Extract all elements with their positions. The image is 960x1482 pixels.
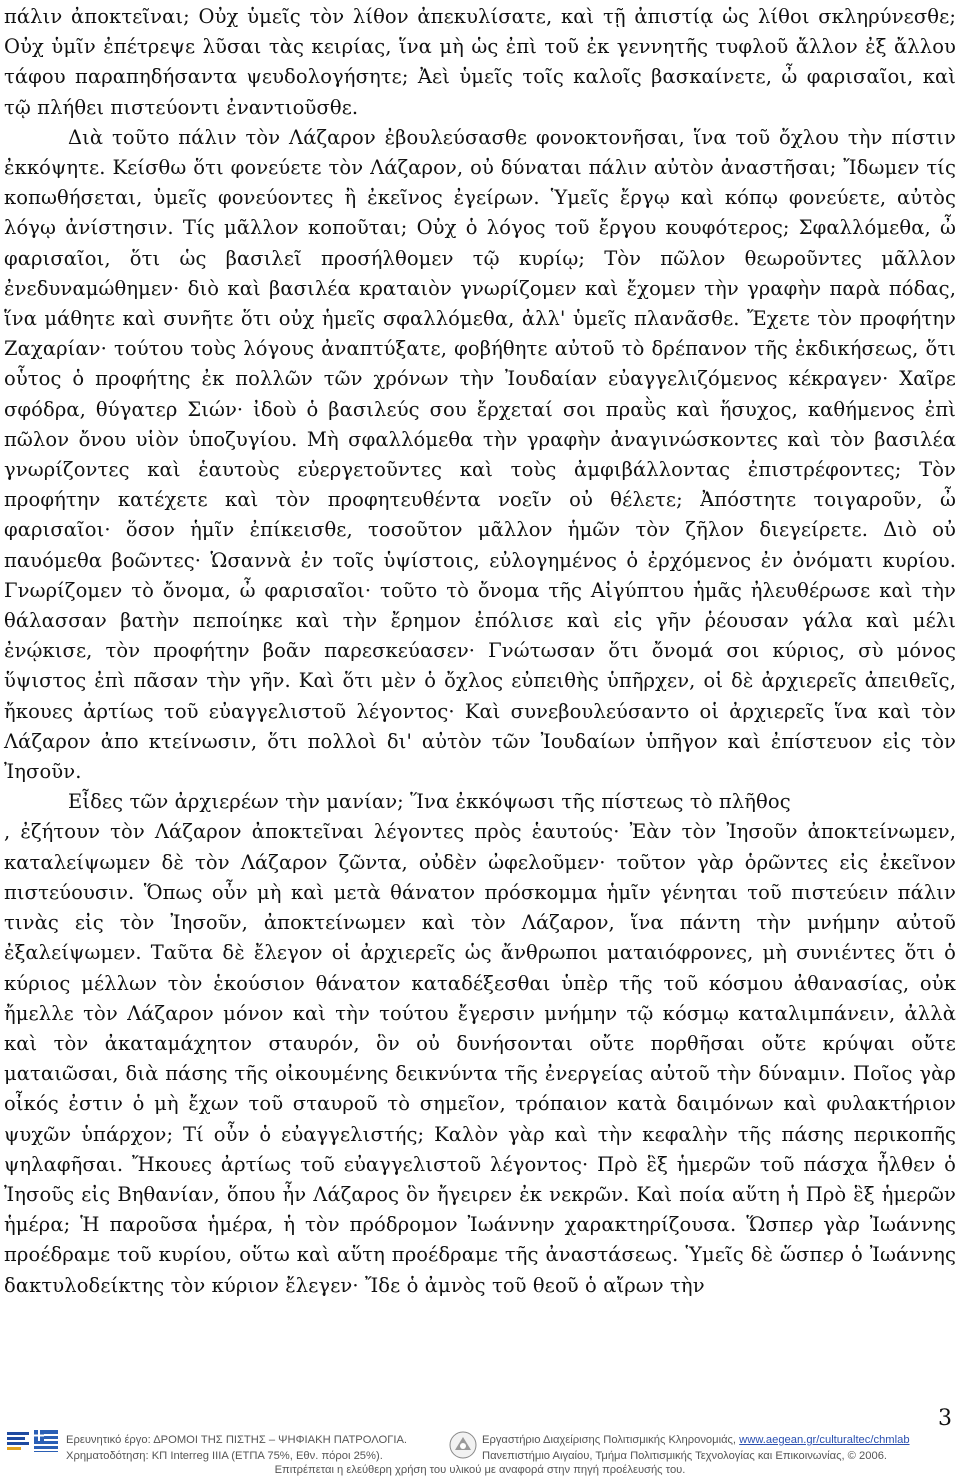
interreg-logo-icon [6, 1430, 30, 1452]
paragraph-3: Εἶδες τῶν ἀρχιερέων τὴν μανίαν; Ἵνα ἐκκόψωσι τῆς πίστεως τὸ πλῆθος [68, 790, 791, 814]
greek-flag-icon [34, 1430, 58, 1452]
usage-notice: Επιτρέπεται η ελεύθερη χρήση του υλικού με αναφορά στην πηγή προέλευσής του. [274, 1464, 686, 1476]
project-line: Ερευνητικό έργο: ΔΡΟΜΟΙ ΤΗΣ ΠΙΣΤΗΣ – ΨΗΦΙΑΚΗ ΠΑΤΡΟΛΟΓΙΑ. [66, 1434, 408, 1446]
university-line: Πανεπιστήμιο Αιγαίου, Τμήμα Πολιτισμικής Τεχνολογίας και Επικοινωνίας, © 2006. [482, 1450, 888, 1462]
lab-name: Εργαστήριο Διαχείρισης Πολιτισμικής Κληρονομιάς, [482, 1434, 740, 1446]
chmlab-logo-icon [448, 1430, 478, 1460]
page-footer [0, 1400, 960, 1482]
lab-website-link[interactable]: www.aegean.gr/culturaltec/chmlab [739, 1434, 910, 1446]
funding-credits [66, 1432, 426, 1464]
lab-credits [482, 1432, 958, 1464]
paragraph-2: Διὰ τοῦτο πάλιν τὸν Λάζαρον ἐβουλεύσασθε φονοκτονῆσαι, ἵνα τοῦ ὄχλου τὴν πίστιν ἐκκόψητε. Κείσθω ὅτι φονεύετε τὸν Λάζαρον, οὐ δύναται πάλιν αὐτὸν ἀναστῆσαι; Ἴδωμεν τίς κοπωθήσεται, ὑμεῖς φονεύοντες ἢ ἐκεῖνος ἐγείρων. Ὑμεῖς ἔργῳ καὶ κόπῳ φονεύετε, αὐτὸς λόγῳ ἀνίστησιν. Τίς μᾶλλον κοποῦται; Οὐχ ὁ λόγος τοῦ ἔργου κουφότερος; Σφαλλόμεθα, ὦ φαρισαῖοι, ὅτι ὡς βασιλεῖ προσήλθομεν τῷ κυρίῳ; Τὸν πῶλον θεωροῦντες μᾶλλον ἐνεδυναμώθημεν· διὸ καὶ βασιλέα κραταιὸν γνωρίζομεν καὶ ἔχομεν τὴν γραφὴν παρὰ πόδας, ἵνα μάθητε καὶ συνῆτε ὅτι οὐχ ἡμεῖς σφαλλόμεθα, ἀλλ' ὑμεῖς πλανᾶσθε. Ἔχετε τὸν προφήτην Ζαχαρίαν· τούτου τοὺς λόγους ἀναπτύξατε, φοβήθητε αὐτοῦ τὸ δρέπανον τῆς ἐκδικήσεως, ὅτι οὗτος ὁ προφήτης ἐκ πολλῶν τῶν χρόνων τὴν Ἰουδαίαν εὐαγγελιζόμενος κέκραγεν· Χαῖρε σφόδρα, θύγατερ Σιών· ἰδοὺ ὁ βασιλεύς σου ἔρχεταί σοι πραῢς καὶ ἥσυχος, καθήμενος ἐπὶ πῶλον ὄνου υἱὸν ὑποζυγίου. Μὴ σφαλλόμεθα τὴν γραφὴν ἀναγινώσκοντες καὶ τὸν βασιλέα γνωρίζοντες καὶ ἑαυτοὺς εὐεργετοῦντες καὶ τοὺς ἀμφιβάλλοντας ἐπιστρέφοντες; Τὸν προφήτην κατέχετε καὶ τὸν προφητευθέντα νοεῖν οὐ θέλετε; Ἀπόστητε τοιγαροῦν, ὦ φαρισαῖοι· ὅσον ἡμῖν ἐπίκεισθε, τοσοῦτον μᾶλλον ἡμῶν τὸν ζῆλον διεγείρετε. Διὸ οὐ παυόμεθα βοῶντες· Ὡσαννὰ ἐν τοῖς ὑψίστοις, εὐλογημένος ὁ ἐρχόμενος ἐν ὀνόματι κυρίου. Γνωρίζομεν τὸ ὄνομα, ὦ φαρισαῖοι· τοῦτο τὸ ὄνομα τῆς Αἰγύπτου ἡμᾶς ἠλευθέρωσε καὶ τὴν θάλασσαν βατὴν πεποίηκε καὶ τὴν ἔρημον ἐπόλισε καὶ εἰς γῆν ῥέουσαν γάλα καὶ μέλι ἐνῴκισε, τὸν προφήτην βοᾶν παρεσκεύασεν· Γνώτωσαν ὅτι ὄνομά σοι κύριος, σὺ μόνος ὕψιστος ἐπὶ πᾶσαν τὴν γῆν. Καὶ ὅτι μὲν ὁ ὄχλος εὐπειθὴς ὑπῆρχεν, οἱ δὲ ἀρχιερεῖς ἀπειθεῖς, ἤκουες ἀρτίως τοῦ εὐαγγελιστοῦ λέγοντος· Καὶ συνεβουλεύσαντο οἱ ἀρχιερεῖς ἵνα καὶ τὸν Λάζαρον ἀπο κτείνωσιν, ὅτι πολλοὶ δι' αὐτὸν τῶν Ἰουδαίων ὑπῆγον καὶ ἐπίστευον εἰς τὸν Ἰησοῦν. [4, 125, 956, 784]
paragraph-1: πάλιν ἀποκτεῖναι; Οὐχ ὑμεῖς τὸν λίθον ἀπεκυλίσατε, καὶ τῇ ἀπιστίᾳ ὡς λίθοι σκληρύνεσθε; Οὐχ ὑμῖν ἐπέτρεψε λῦσαι τὰς κειρίας, ἵνα μὴ ὡς ἐπὶ τοῦ ἐκ γεννητῆς τυφλοῦ ἄλλον ἐξ ἄλλου τάφου παραπηδήσαντα ψευδολογήσητε; Ἀεὶ ὑμεῖς τοῖς καλοῖς βασκαίνετε, ὦ φαρισαῖοι, καὶ τῷ πλήθει πιστεύοντι ἐναντιοῦσθε. [4, 5, 956, 119]
funding-line: Χρηματοδότηση: ΚΠ Interreg IIIA (ΕΤΠΑ 75%, Εθν. πόροι 25%). [66, 1450, 383, 1462]
body-text [4, 2, 956, 1301]
lab-line [482, 1432, 958, 1448]
page-number: 3 [938, 1406, 952, 1431]
funding-logos [6, 1426, 58, 1456]
paragraph-4: , ἐζήτουν τὸν Λάζαρον ἀποκτεῖναι λέγοντες πρὸς ἑαυτούς· Ἐὰν τὸν Ἰησοῦν ἀποκτείνωμεν, καταλείψωμεν δὲ τὸν Λάζαρον ζῶντα, οὐδὲν ὠφελοῦμεν· τοῦτον γὰρ ὁρῶντες εἰς ἐκεῖνον πιστεύουσιν. Ὅπως οὖν μὴ καὶ μετὰ θάνατον πρόσκομμα ἡμῖν γένηται τοῦ πιστεύειν πάλιν τινὰς εἰς τὸν Ἰησοῦν, ἀποκτείνωμεν καὶ τὸν Λάζαρον, ἵνα πάντη τὴν μνήμην αὐτοῦ ἐξαλείψωμεν. Ταῦτα δὲ ἔλεγον οἱ ἀρχιερεῖς ὡς ἄνθρωποι ματαιόφρονες, μὴ συνιέντες ὅτι ὁ κύριος μέλλων τὸν ἑκούσιον θάνατον καταδέξεσθαι ὑπὲρ τῆς τοῦ κόσμου ἀθανασίας, οὐκ ἤμελλε τὸν Λάζαρον μόνον καὶ τὴν τούτου ἔγερσιν μνήμην τῷ κόσμῳ καταλιμπάνειν, ἀλλὰ καὶ τὸν ἀκαταμάχητον σταυρόν, ὃν οὐ δυνήσονται οὔτε πορθῆσαι οὔτε κρύψαι οὔτε ματαιῶσαι, διὰ πάσης τῆς οἰκουμένης δεικνύντα τῆς ἐνεργείας αὐτοῦ τὴν δύναμιν. Ποῖος γὰρ οἶκός ἐστιν ὁ μὴ ἔχων τοῦ σταυροῦ τὸ σημεῖον, τρόπαιον κατὰ δαιμόνων καὶ φυλακτήριον ψυχῶν ὑπάρχον; Τί οὖν ὁ εὐαγγελιστής; Καλὸν γὰρ καὶ τὴν κεφαλὴν τῆς πάσης περικοπῆς ψηλαφῆσαι. Ἤκουες ἀρτίως τοῦ εὐαγγελιστοῦ λέγοντος· Πρὸ ἓξ ἡμερῶν τοῦ πάσχα ἦλθεν ὁ Ἰησοῦς εἰς Βηθανίαν, ὅπου ἦν Λάζαρος ὃν ἤγειρεν ἐκ νεκρῶν. Καὶ ποία αὕτη ἡ Πρὸ ἓξ ἡμερῶν ἡμέρα; Ἡ παροῦσα ἡμέρα, ἡ τὸν πρόδρομον Ἰωάννην χαρακτηρίζουσα. Ὥσπερ γὰρ Ἰωάννης προέδραμε τοῦ κυρίου, οὕτω καὶ αὕτη προέδραμε τῆς ἀναστάσεως. Ὑμεῖς δὲ ὥσπερ ὁ Ἰωάννης δακτυλοδείκτης τὸν κύριον ἔλεγεν· Ἴδε ὁ ἀμνὸς τοῦ θεοῦ ὁ αἴρων τὴν [4, 820, 956, 1297]
